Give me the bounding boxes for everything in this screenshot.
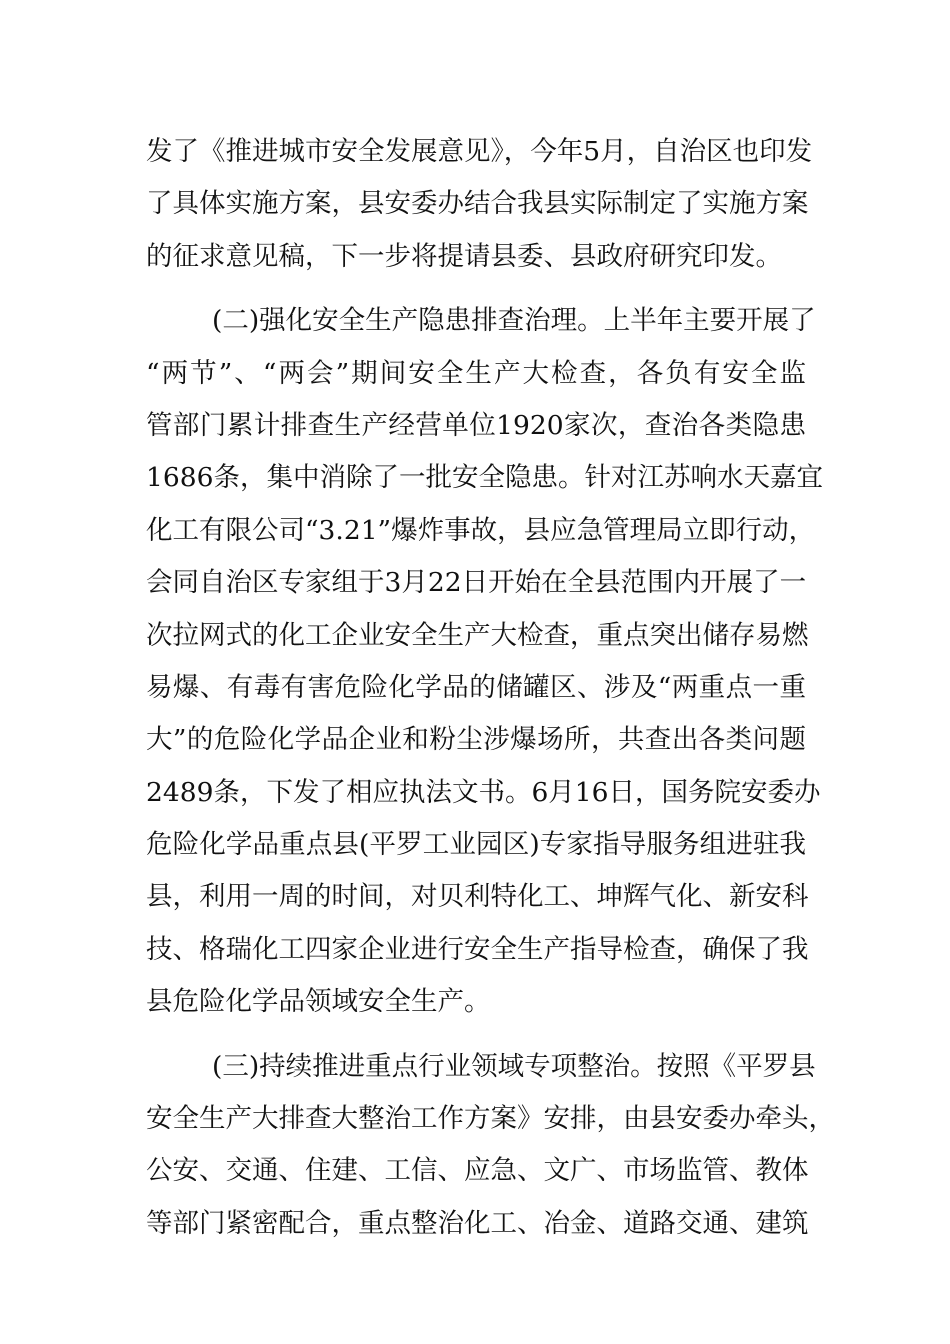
text-line: 技、格瑞化工四家企业进行安全生产指导检查，确保了我 [146,933,809,965]
text-line: 管部门累计排查生产经营单位1920家次，查治各类隐患 [146,409,806,441]
paragraph-1 [146,126,813,283]
text-line: 发了《推进城市安全发展意见》，今年5月，自治区也印发 [146,136,813,167]
text-line: 1686条，集中消除了一批安全隐患。针对江苏响水天嘉宜 [146,462,823,494]
text-line: 会同自治区专家组于3月22日开始在全县范围内开展了一 [146,567,807,599]
text-line: “两节”、“两会”期间安全生产大检查，各负有安全监 [146,357,806,389]
text-line: 2489条，下发了相应执法文书。6月16日，国务院安委办 [146,776,821,808]
paragraph-spacer [146,283,806,295]
text-line: 了具体实施方案，县安委办结合我县实际制定了实施方案 [146,188,809,220]
section-heading-line: (二)强化安全生产隐患排查治理。上半年主要开展了 [212,305,816,337]
text-line: 危险化学品重点县(平罗工业园区)专家指导服务组进驻我 [146,829,806,861]
text-line: 县危险化学品领域安全生产。 [146,986,491,1018]
paragraph-2 [146,295,823,1028]
text-line: 易爆、有毒有害危险化学品的储罐区、涉及“两重点一重 [146,671,806,703]
section-heading-line: (三)持续推进重点行业领域专项整治。按照《平罗县 [212,1050,816,1082]
text-line: 县，利用一周的时间，对贝利特化工、坤辉气化、新安科 [146,881,809,913]
text-line: 的征求意见稿，下一步将提请县委、县政府研究印发。 [146,240,782,272]
text-line: 次拉网式的化工企业安全生产大检查，重点突出储存易燃 [146,619,809,651]
text-line: 等部门紧密配合，重点整治化工、冶金、道路交通、建筑 [146,1207,809,1239]
document-body [146,126,835,1250]
text-line: 大”的危险化学品企业和粉尘涉爆场所，共查出各类问题 [146,724,806,756]
paragraph-3 [146,1041,835,1251]
text-line: 化工有限公司“3.21”爆炸事故，县应急管理局立即行动， [146,514,816,546]
text-line: 安全生产大排查大整治工作方案》安排，由县安委办牵头， [146,1103,835,1135]
paragraph-spacer [146,1029,806,1041]
text-line: 公安、交通、住建、工信、应急、文广、市场监管、教体 [146,1155,809,1187]
